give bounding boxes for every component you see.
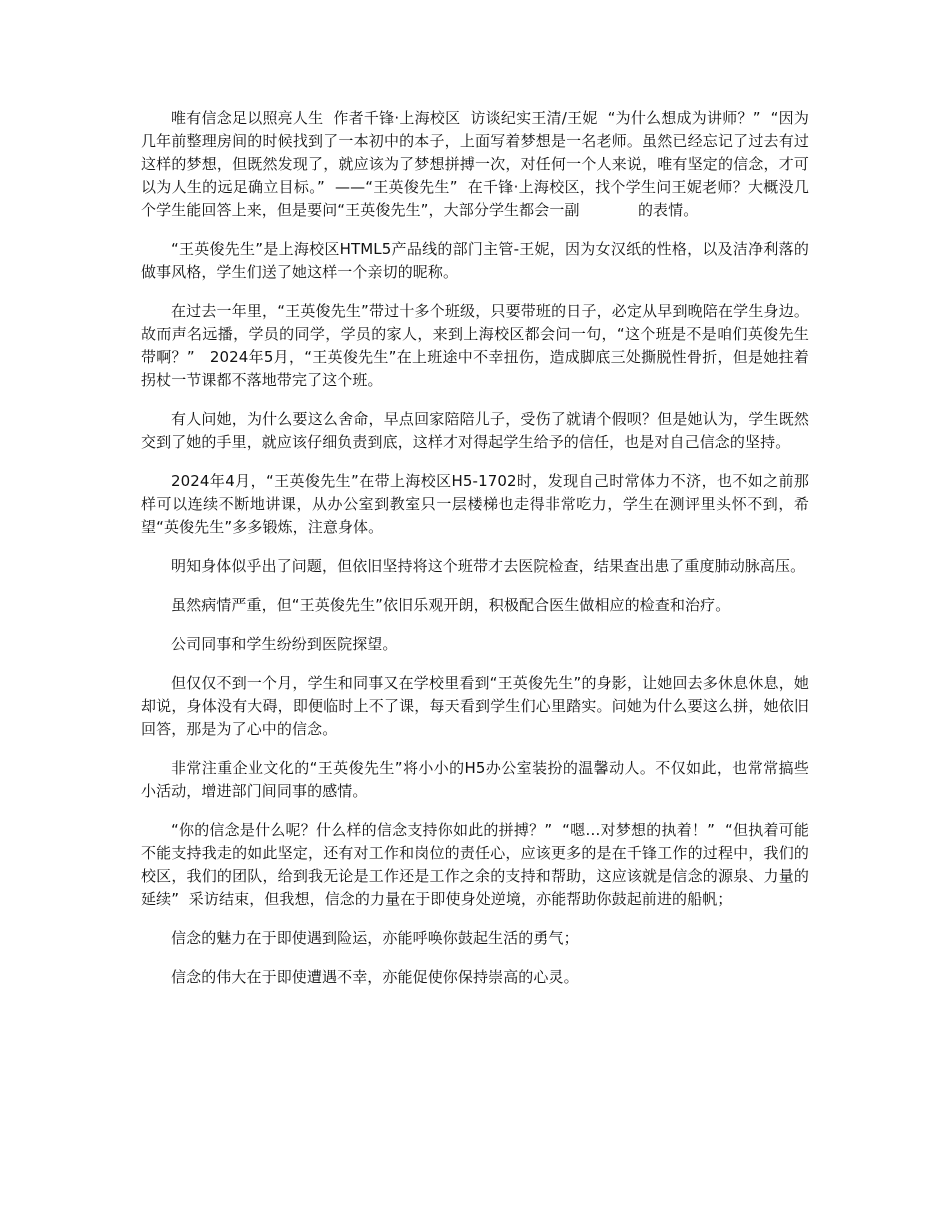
paragraph-past-year: 在过去一年里，“王英俊先生”带过十多个班级，只要带班的日子，必定从早到晚陪在学生身边。故而声名远播，学员的同学，学员的家人，来到上海校区都会问一句，“这个班是不是咱们英俊先生带啊？” 2024年5月，“王英俊先生”在上班途中不幸扭伤，造成脚底三处撕脱性骨折，但是她拄着拐杖一节课都不落地带完了这个班。 (141, 302, 809, 389)
paragraph-return: 但仅仅不到一个月，学生和同事又在学校里看到“王英俊先生”的身影，让她回去多休息休息，她却说，身体没有大碍，即便临时上不了课，每天看到学生们心里踏实。问她为什么要这么拼，她依旧回答，那是为了心中的信念。 (141, 674, 809, 738)
paragraph-nickname: “王英俊先生”是上海校区HTML5产品线的部门主管-王妮，因为女汉纸的性格，以及洁净利落的做事风格，学生们送了她这样一个亲切的昵称。 (141, 240, 809, 281)
paragraph-april: 2024年4月，“王英俊先生”在带上海校区H5-1702时，发现自己时常体力不济，也不如之前那样可以连续不断地讲课，从办公室到教室只一层楼梯也走得非常吃力，学生在测评里头怀不到，希望“英俊先生”多多锻炼，注意身体。 (141, 472, 809, 536)
paragraph-diagnosis: 明知身体似乎出了问题，但依旧坚持将这个班带才去医院检查，结果查出患了重度肺动脉高压。 (171, 557, 806, 575)
paragraph-visit: 公司同事和学生纷纷到医院探望。 (171, 635, 398, 653)
paragraph-belief-dialogue: “你的信念是什么呢？什么样的信念支持你如此的拼搏？” “嗯…对梦想的执着！” “但执着可能不能支持我走的如此坚定，还有对工作和岗位的责任心，应该更多的是在千锋工作的过程中，我们的校区，我们的团队，给到我无论是工作还是工作之余的支持和帮助，这应该就是信念的源泉、力量的延续” 采访结束，但我想，信念的力量在于即使身处逆境，亦能帮助你鼓起前进的船帆； (141, 821, 809, 908)
article-body (141, 107, 809, 1005)
paragraph-culture: 非常注重企业文化的“王英俊先生”将小小的H5办公室装扮的温馨动人。不仅如此，也常常搞些小活动，增进部门间同事的感情。 (141, 759, 809, 800)
paragraph-belief-charm: 信念的魅力在于即使遇到险运，亦能呼唤你鼓起生活的勇气； (171, 929, 579, 947)
paragraph-belief-greatness: 信念的伟大在于即使遭遇不幸，亦能促使你保持崇高的心灵。 (171, 968, 579, 986)
paragraph-intro: 唯有信念足以照亮人生 作者千锋·上海校区 访谈纪实王清/王妮 “为什么想成为讲师？” “因为几年前整理房间的时候找到了一本初中的本子，上面写着梦想是一名老师。虽然已经忘记了过去有过这样的梦想，但既然发现了，就应该为了梦想拼搏一次，对任何一个人来说，唯有坚定的信念，才可以为人生的远足确立目标。” ——“王英俊先生” 在千锋·上海校区，找个学生问王妮老师？大概没几个学生能回答上来，但是要问“王英俊先生”，大部分学生都会一副 的表情。 (141, 109, 809, 219)
paragraph-question: 有人问她，为什么要这么舍命，早点回家陪陪儿子，受伤了就请个假呗？但是她认为，学生既然交到了她的手里，就应该仔细负责到底，这样才对得起学生给予的信任，也是对自己信念的坚持。 (141, 410, 809, 451)
paragraph-optimism: 虽然病情严重，但“王英俊先生”依旧乐观开朗，积极配合医生做相应的检查和治疗。 (171, 596, 731, 614)
